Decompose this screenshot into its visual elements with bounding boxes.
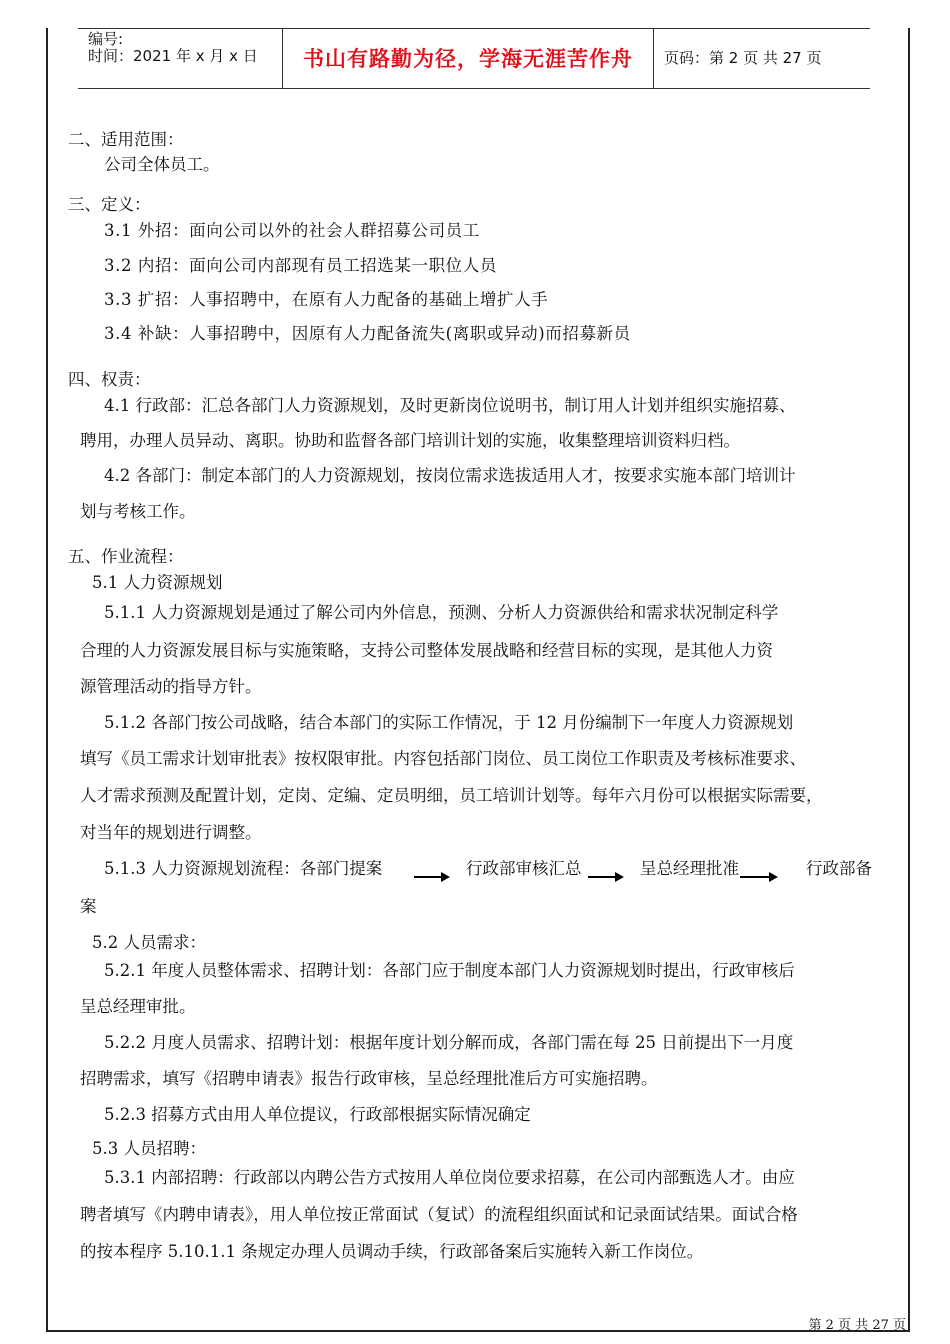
header-motto: 书山有路勤为径，学海无涯苦作舟: [282, 29, 654, 88]
paragraph-line: 5.2.1 年度人员整体需求、招聘计划：各部门应于制度本部门人力资源规划时提出，行政审核后: [104, 961, 795, 980]
flow-step: 行政部备: [806, 859, 872, 878]
paragraph-line: 5.3.1 内部招聘：行政部以内聘公告方式按用人单位岗位要求招募，在公司内部甄选人才。由应: [104, 1168, 795, 1187]
subsection-title: 5.3 人员招聘：: [92, 1139, 206, 1158]
paragraph-line: 对当年的规划进行调整。: [80, 823, 262, 842]
doc-time-label: 时间：2021 年 x 月 x 日: [88, 47, 258, 65]
paragraph-line: 5.2.2 月度人员需求、招聘计划：根据年度计划分解而成，各部门需在每 25 日前提出下一月度: [104, 1033, 794, 1052]
paragraph-line: 合理的人力资源发展目标与实施策略，支持公司整体发展战略和经营目标的实现，是其他人力资: [80, 641, 773, 660]
subsection-title: 5.2 人员需求：: [92, 933, 206, 952]
paragraph-line: 5.1.2 各部门按公司战略，结合本部门的实际工作情况，于 12 月份编制下一年度人力资源规划: [104, 713, 794, 732]
header-meta: [78, 29, 282, 88]
subsection-title: 5.1 人力资源规划: [92, 573, 223, 592]
responsibility-text: 4.1 行政部：汇总各部门人力资源规划，及时更新岗位说明书，制订用人计划并组织实施招募、: [104, 396, 796, 415]
responsibility-text: 划与考核工作。: [80, 502, 196, 521]
definition-item: 3.4 补缺：人事招聘中，因原有人力配备流失(离职或异动)而招募新员: [104, 324, 631, 343]
scope-body: 公司全体员工。: [104, 155, 220, 174]
paragraph-line: 5.1.1 人力资源规划是通过了解公司内外信息，预测、分析人力资源供给和需求状况制定科学: [104, 603, 779, 622]
definition-item: 3.3 扩招：人事招聘中，在原有人力配备的基础上增扩人手: [104, 290, 549, 309]
section-process-title: 五、作业流程：: [68, 547, 184, 566]
footer-page-number: 第 2 页 共 27 页: [808, 1318, 906, 1333]
paragraph-line: 的按本程序 5.10.1.1 条规定办理人员调动手续，行政部备案后实施转入新工作岗位。: [80, 1242, 704, 1261]
flow-step: 行政部审核汇总: [466, 859, 582, 878]
section-scope-title: 二、适用范围：: [68, 130, 184, 149]
responsibility-text: 聘用，办理人员异动、离职。协助和监督各部门培训计划的实施，收集整理培训资料归档。: [80, 431, 740, 450]
paragraph-line: 聘者填写《内聘申请表》，用人单位按正常面试（复试）的流程组织面试和记录面试结果。面试合格: [80, 1205, 798, 1224]
flow-step: 呈总经理批准: [640, 859, 739, 878]
paragraph-line: 5.2.3 招募方式由用人单位提议，行政部根据实际情况确定: [104, 1105, 531, 1124]
flow-arrow: [588, 876, 622, 878]
paragraph-line: 呈总经理审批。: [80, 997, 196, 1016]
paragraph-line: 人才需求预测及配置计划，定岗、定编、定员明细，员工培训计划等。每年六月份可以根据实际需要，: [80, 786, 823, 805]
responsibility-text: 4.2 各部门：制定本部门的人力资源规划，按岗位需求选拔适用人才，按要求实施本部门培训计: [104, 466, 796, 485]
paragraph-line: 填写《员工需求计划审批表》按权限审批。内容包括部门岗位、员工岗位工作职责及考核标准要求、: [80, 749, 806, 768]
definition-item: 3.1 外招：面向公司以外的社会人群招募公司员工: [104, 221, 480, 240]
flow-arrow: [414, 876, 448, 878]
section-responsibility-title: 四、权责：: [68, 370, 151, 389]
doc-number-label: 编号:: [88, 30, 124, 48]
flow-step-lead: 5.1.3 人力资源规划流程：各部门提案: [104, 859, 383, 878]
flow-arrow: [740, 876, 776, 878]
document-header: [78, 28, 870, 89]
definition-item: 3.2 内招：面向公司内部现有员工招选某一职位人员: [104, 256, 497, 275]
header-page-label: 页码：第 2 页 共 27 页: [664, 49, 822, 67]
paragraph-line: 源管理活动的指导方针。: [80, 677, 262, 696]
paragraph-line: 招聘需求，填写《招聘申请表》报告行政审核，呈总经理批准后方可实施招聘。: [80, 1069, 658, 1088]
section-definition-title: 三、定义：: [68, 195, 151, 214]
flow-step-end: 案: [80, 897, 97, 916]
